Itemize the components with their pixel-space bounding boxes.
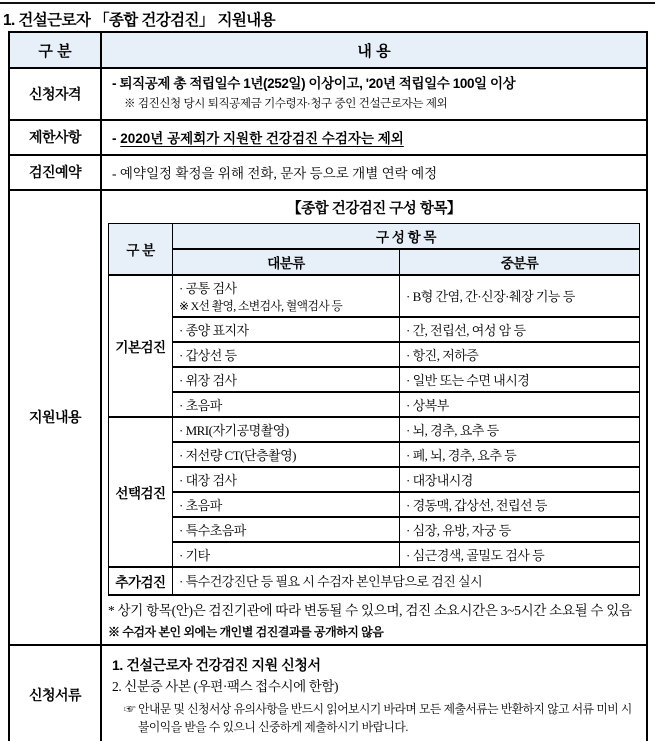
optional-major-5: · 특수초음파 <box>173 517 400 542</box>
basic-minor-3: · 항진, 저하증 <box>400 342 640 367</box>
basic-major-5: · 초음파 <box>173 392 400 417</box>
restriction-content <box>101 120 647 155</box>
basic-major-4: · 위장 검사 <box>173 367 400 392</box>
basic-minor-5: · 상복부 <box>400 392 640 417</box>
optional-row-5 <box>109 517 640 542</box>
basic-minor-2: · 간, 전립선, 여성 암 등 <box>400 317 640 342</box>
optional-minor-5: · 심장, 유방, 자궁 등 <box>400 517 640 542</box>
page-title: 1. 건설근로자 「종합 건강검진」 지원내용 <box>3 12 275 29</box>
optional-major-3: · 대장 검사 <box>173 467 400 492</box>
optional-minor-2: · 폐, 뇌, 경추, 요추 등 <box>400 442 640 467</box>
optional-row-6 <box>109 542 640 567</box>
additional-group-label: 추가검진 <box>109 567 173 595</box>
row-required-documents <box>9 645 647 741</box>
header-category-cell: 구 분 <box>9 32 101 68</box>
basic-major-2: · 종양 표지자 <box>173 317 400 342</box>
optional-minor-1: · 뇌, 경추, 요추 등 <box>400 417 640 442</box>
row-restriction <box>9 120 647 155</box>
optional-major-4: · 초음파 <box>173 492 400 517</box>
optional-minor-3: · 대장내시경 <box>400 467 640 492</box>
basic-minor-4: · 일반 또는 수면 내시경 <box>400 367 640 392</box>
checkup-items-table <box>108 223 640 596</box>
inner-header-row-2 <box>109 249 640 275</box>
inner-notes <box>108 601 640 641</box>
eligibility-label: 신청자격 <box>9 68 101 120</box>
inner-header-minor: 중분류 <box>400 249 640 275</box>
checkup-items-title: 【종합 건강검진 구성 항목】 <box>287 200 461 217</box>
basic-minor-1: · B형 간염, 간·신장·췌장 기능 등 <box>400 275 640 317</box>
optional-row-1 <box>109 417 640 442</box>
optional-row-4 <box>109 492 640 517</box>
note-privacy: ※ 수검자 본인 외에는 개인별 검진결과를 공개하지 않음 <box>108 625 384 640</box>
eligibility-note: ※ 검진신청 당시 퇴직공제금 기수령자·청구 중인 건설근로자는 제외 <box>124 98 448 111</box>
docs-caution-note: ☞ 안내문 및 신청서상 유의사항을 반드시 읽어보시기 바라며 모든 제출서류는 반환하지 않고 서류 미비 시 불이익을 받을 수 있으니 신중하게 제출하시기 바랍니다. <box>124 701 632 735</box>
eligibility-line1: - 퇴직공제 총 적립일수 1년(252일) 이상이고, '20년 적립일수 100일 이상 <box>112 76 516 91</box>
note-variability: * 상기 항목(안)은 검진기관에 따라 변동될 수 있으며, 검진 소요시간은 3~5시간 소요될 수 있음 <box>108 602 632 618</box>
row-support-details <box>9 190 647 646</box>
support-label: 지원내용 <box>9 190 101 646</box>
basic-row-4 <box>109 367 640 392</box>
basic-major-1-note: ※ X선 촬영, 소변검사, 혈액검사 등 <box>179 298 343 313</box>
basic-major-1 <box>173 275 400 317</box>
optional-major-6: · 기타 <box>173 542 400 567</box>
inner-header-items: 구 성 항 목 <box>173 223 640 249</box>
docs-item-2: 2. 신분증 사본 (우편·팩스 접수시에 한함) <box>112 679 339 695</box>
optional-minor-4: · 경동맥, 갑상선, 전립선 등 <box>400 492 640 517</box>
top-rule <box>0 2 655 4</box>
restriction-label: 제한사항 <box>9 120 101 155</box>
docs-label: 신청서류 <box>9 645 101 741</box>
docs-content <box>101 645 647 741</box>
table-header-row <box>9 32 647 68</box>
support-content <box>101 190 647 646</box>
basic-row-3 <box>109 342 640 367</box>
optional-group-label: 선택검진 <box>109 417 173 567</box>
inner-header-row-1 <box>109 223 640 249</box>
support-info-table <box>8 31 648 741</box>
optional-major-1: · MRI(자기공명촬영) <box>173 417 400 442</box>
basic-row-1 <box>109 275 640 317</box>
optional-row-3 <box>109 467 640 492</box>
reservation-content: - 예약일정 확정을 위해 전화, 문자 등으로 개별 연락 예정 <box>101 155 647 190</box>
optional-minor-6: · 심근경색, 골밀도 검사 등 <box>400 542 640 567</box>
row-eligibility <box>9 68 647 120</box>
inner-header-group: 구 분 <box>109 223 173 275</box>
basic-major-3: · 갑상선 등 <box>173 342 400 367</box>
basic-major-1-line: · 공통 검사 <box>179 280 237 296</box>
restriction-dash: - <box>112 131 117 146</box>
optional-major-2: · 저선량 CT(단층촬영) <box>173 442 400 467</box>
docs-item-1: 1. 건설근로자 건강검진 지원 신청서 <box>112 656 321 673</box>
basic-row-2 <box>109 317 640 342</box>
basic-row-5 <box>109 392 640 417</box>
row-reservation <box>9 155 647 190</box>
additional-text: · 특수건강진단 등 필요 시 수검자 본인부담으로 검진 실시 <box>173 567 640 595</box>
reservation-label: 검진예약 <box>9 155 101 190</box>
inner-header-major: 대분류 <box>173 249 400 275</box>
optional-row-2 <box>109 442 640 467</box>
additional-row <box>109 567 640 595</box>
eligibility-content <box>101 68 647 120</box>
basic-group-label: 기본검진 <box>109 275 173 417</box>
header-content-cell: 내 용 <box>101 32 647 68</box>
restriction-text: 2020년 공제회가 지원한 건강검진 수검자는 제외 <box>120 131 404 146</box>
